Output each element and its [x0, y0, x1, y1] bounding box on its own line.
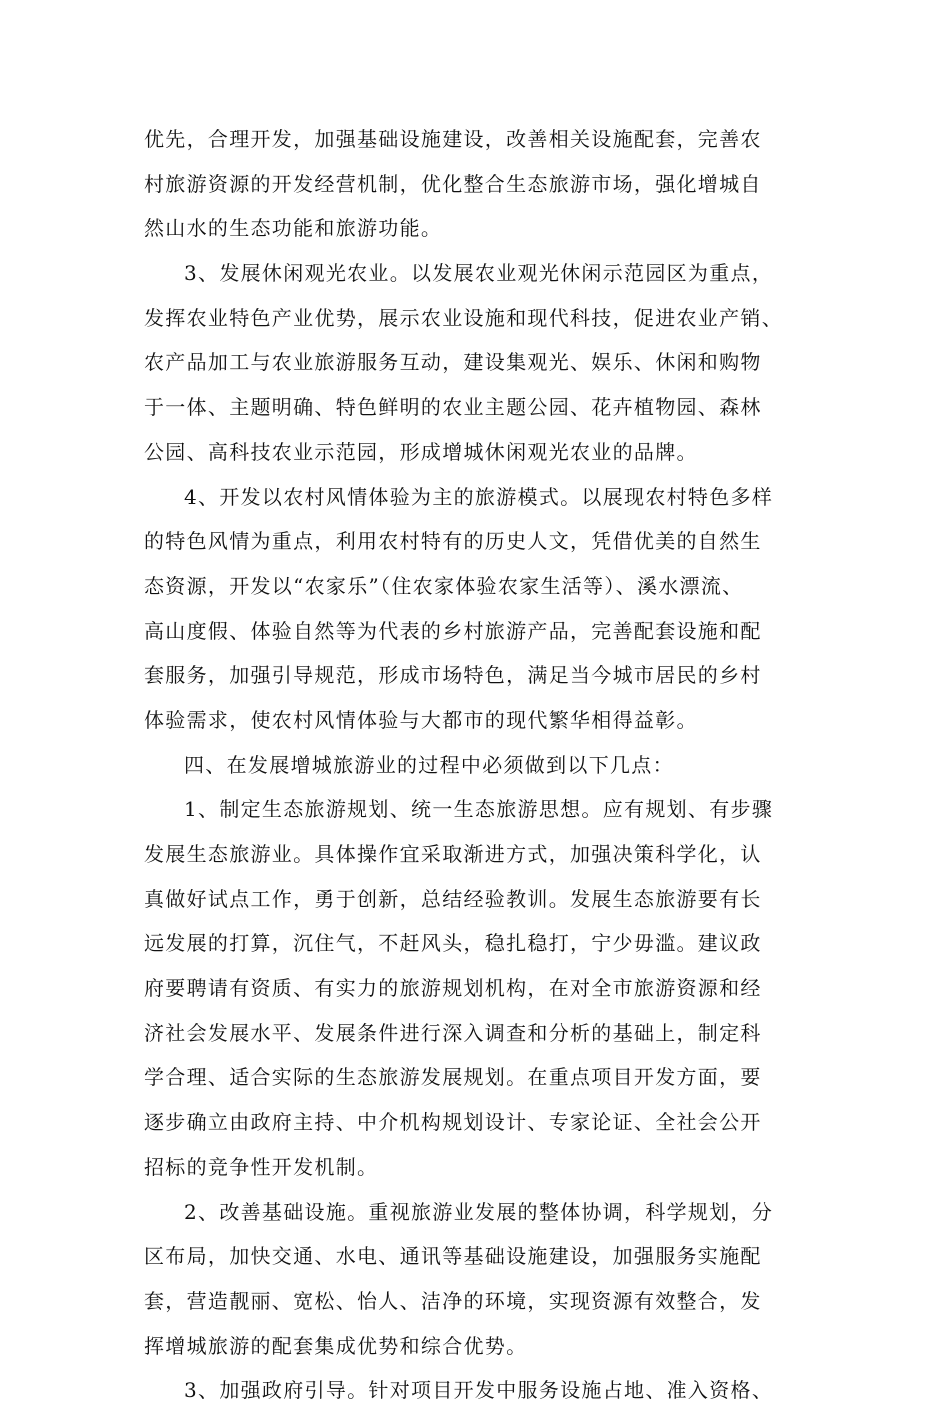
text-line: 逐步确立由政府主持、中介机构规划设计、专家论证、全社会公开	[144, 1110, 762, 1135]
paragraph-start-line: 4、开发以农村风情体验为主的旅游模式。以展现农村特色多样	[184, 484, 774, 509]
paragraph-start-line: 2、改善基础设施。重视旅游业发展的整体协调，科学规划，分	[184, 1199, 774, 1224]
text-line: 态资源，开发以“农家乐”（住农家体验农家生活等）、溪水漂流、	[144, 573, 744, 598]
text-line: 体验需求，使农村风情体验与大都市的现代繁华相得益彰。	[144, 707, 698, 732]
text-line: 优先，合理开发，加强基础设施建设，改善相关设施配套，完善农	[144, 127, 762, 151]
text-line: 府要聘请有资质、有实力的旅游规划机构，在对全市旅游资源和经	[144, 976, 762, 1001]
text-line: 农产品加工与农业旅游服务互动，建设集观光、娱乐、休闲和购物	[144, 350, 762, 375]
text-line: 区布局，加快交通、水电、通讯等基础设施建设，加强服务实施配	[144, 1244, 762, 1269]
text-line: 于一体、主题明确、特色鲜明的农业主题公园、花卉植物园、森林	[144, 395, 762, 420]
text-line: 济社会发展水平、发展条件进行深入调查和分析的基础上，制定科	[144, 1020, 762, 1045]
text-line: 公园、高科技农业示范园，形成增城休闲观光农业的品牌。	[144, 439, 698, 464]
text-line: 套，营造靓丽、宽松、怡人、洁净的环境，实现资源有效整合，发	[144, 1288, 762, 1313]
text-line: 套服务，加强引导规范，形成市场特色，满足当今城市居民的乡村	[144, 663, 762, 688]
text-line: 学合理、适合实际的生态旅游发展规划。在重点项目开发方面，要	[144, 1065, 762, 1090]
body-text	[144, 117, 824, 1413]
text-line: 高山度假、体验自然等为代表的乡村旅游产品，完善配套设施和配	[144, 618, 762, 643]
text-line: 发挥农业特色产业优势，展示农业设施和现代科技，促进农业产销、	[144, 305, 783, 330]
text-line: 村旅游资源的开发经营机制，优化整合生态旅游市场，强化增城自	[144, 171, 762, 196]
paragraph-start-line: 1、制定生态旅游规划、统一生态旅游思想。应有规划、有步骤	[184, 797, 774, 822]
section-heading: 四、在发展增城旅游业的过程中必须做到以下几点：	[184, 752, 674, 777]
paragraph-start-line: 3、发展休闲观光农业。以发展农业观光休闲示范园区为重点，	[184, 261, 774, 286]
text-line: 发展生态旅游业。具体操作宜采取渐进方式，加强决策科学化，认	[144, 842, 762, 866]
text-line: 真做好试点工作，勇于创新，总结经验教训。发展生态旅游要有长	[144, 886, 762, 911]
text-line: 招标的竞争性开发机制。	[144, 1154, 379, 1179]
text-line: 然山水的生态功能和旅游功能。	[144, 216, 443, 241]
text-line: 挥增城旅游的配套集成优势和综合优势。	[144, 1333, 528, 1358]
text-line: 的特色风情为重点，利用农村特有的历史人文，凭借优美的自然生	[144, 529, 762, 554]
paragraph-start-line: 3、加强政府引导。针对项目开发中服务设施占地、准入资格、	[184, 1378, 774, 1403]
text-line: 远发展的打算，沉住气，不赶风头，稳扎稳打，宁少毋滥。建议政	[144, 931, 762, 956]
